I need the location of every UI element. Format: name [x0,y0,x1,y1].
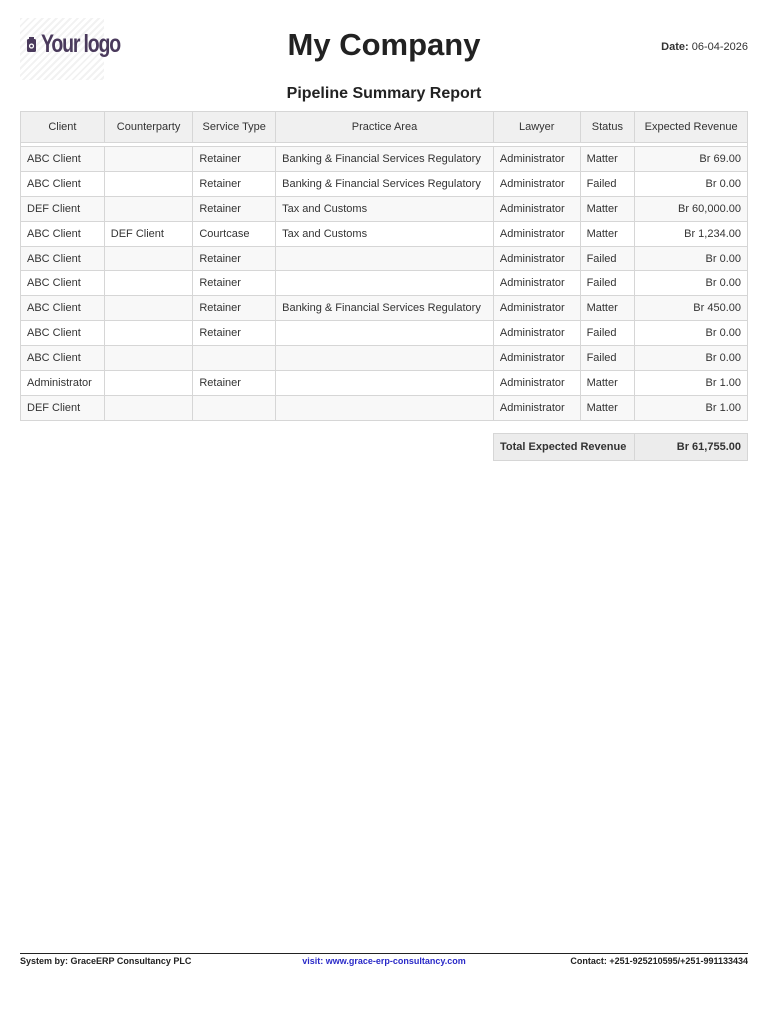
cell-practice-area: Tax and Customs [276,196,494,221]
cell-expected-revenue: Br 1.00 [635,395,748,420]
cell-lawyer: Administrator [493,321,580,346]
cell-practice-area: Banking & Financial Services Regulatory [276,171,494,196]
table-row [21,196,748,221]
column-header-expected-revenue: Expected Revenue [635,112,748,143]
cell-expected-revenue: Br 0.00 [635,271,748,296]
cell-practice-area [276,371,494,396]
cell-lawyer: Administrator [493,296,580,321]
table-row [21,147,748,172]
cell-service-type: Retainer [193,321,276,346]
cell-client: ABC Client [21,221,105,246]
cell-practice-area [276,346,494,371]
table-row [21,371,748,396]
report-title: Pipeline Summary Report [286,85,482,102]
cell-practice-area [276,271,494,296]
cell-expected-revenue: Br 0.00 [635,246,748,271]
cell-practice-area: Banking & Financial Services Regulatory [276,296,494,321]
table-header-row [21,112,748,143]
cell-lawyer: Administrator [493,246,580,271]
cell-expected-revenue: Br 60,000.00 [635,196,748,221]
cell-status: Matter [580,196,635,221]
cell-client: ABC Client [21,296,105,321]
cell-expected-revenue: Br 450.00 [635,296,748,321]
column-header-status: Status [580,112,635,143]
total-expected-revenue-value: Br 61,755.00 [635,434,748,461]
cell-lawyer: Administrator [493,196,580,221]
date-value: 06-04-2026 [691,41,748,53]
cell-expected-revenue: Br 0.00 [635,171,748,196]
cell-lawyer: Administrator [493,371,580,396]
table-row [21,271,748,296]
cell-counterparty [104,271,193,296]
table-row [21,171,748,196]
cell-practice-area: Tax and Customs [276,221,494,246]
cell-counterparty [104,321,193,346]
cell-lawyer: Administrator [493,346,580,371]
cell-client: ABC Client [21,321,105,346]
cell-service-type: Retainer [193,171,276,196]
table-row [21,246,748,271]
cell-expected-revenue: Br 69.00 [635,147,748,172]
cell-status: Failed [580,171,635,196]
cell-client: ABC Client [21,147,105,172]
report-date [661,41,748,53]
cell-practice-area [276,246,494,271]
logo-text: Your logo [41,30,121,58]
cell-practice-area [276,321,494,346]
footer-divider [20,953,748,954]
cell-status: Failed [580,271,635,296]
cell-service-type: Retainer [193,246,276,271]
cell-lawyer: Administrator [493,171,580,196]
column-header-client: Client [21,112,105,143]
footer-website-link[interactable]: visit: www.grace-erp-consultancy.com [302,956,466,966]
cell-client: ABC Client [21,246,105,271]
cell-counterparty [104,147,193,172]
cell-status: Matter [580,221,635,246]
total-expected-revenue-label: Total Expected Revenue [494,434,635,461]
cell-counterparty [104,346,193,371]
cell-service-type [193,395,276,420]
cell-service-type: Retainer [193,271,276,296]
cell-service-type: Retainer [193,196,276,221]
cell-status: Failed [580,246,635,271]
cell-client: DEF Client [21,196,105,221]
cell-service-type: Retainer [193,296,276,321]
cell-client: ABC Client [21,271,105,296]
cell-client: ABC Client [21,346,105,371]
cell-expected-revenue: Br 0.00 [635,346,748,371]
cell-lawyer: Administrator [493,221,580,246]
cell-client: ABC Client [21,171,105,196]
table-row [21,321,748,346]
totals-table [493,433,748,461]
cell-lawyer: Administrator [493,271,580,296]
cell-status: Matter [580,147,635,172]
cell-status: Matter [580,371,635,396]
column-header-service-type: Service Type [193,112,276,143]
totals-row [494,434,748,461]
cell-service-type: Retainer [193,147,276,172]
pipeline-table [20,111,748,421]
cell-practice-area: Banking & Financial Services Regulatory [276,147,494,172]
table-row [21,395,748,420]
cell-status: Matter [580,296,635,321]
column-header-lawyer: Lawyer [493,112,580,143]
cell-counterparty [104,196,193,221]
footer-contact: Contact: +251-925210595/+251-991133434 [570,956,748,966]
date-label: Date: [661,41,689,53]
cell-counterparty [104,395,193,420]
table-row [21,221,748,246]
cell-service-type: Retainer [193,371,276,396]
cell-practice-area [276,395,494,420]
column-header-counterparty: Counterparty [104,112,193,143]
cell-counterparty [104,296,193,321]
cell-status: Matter [580,395,635,420]
footer-system-by: System by: GraceERP Consultancy PLC [20,956,192,966]
cell-client: Administrator [21,371,105,396]
cell-lawyer: Administrator [493,395,580,420]
cell-lawyer: Administrator [493,147,580,172]
cell-expected-revenue: Br 1,234.00 [635,221,748,246]
cell-counterparty [104,171,193,196]
cell-service-type: Courtcase [193,221,276,246]
cell-expected-revenue: Br 1.00 [635,371,748,396]
cell-counterparty: DEF Client [104,221,193,246]
cell-expected-revenue: Br 0.00 [635,321,748,346]
company-name: My Company [287,27,481,62]
cell-status: Failed [580,321,635,346]
cell-counterparty [104,371,193,396]
cell-status: Failed [580,346,635,371]
cell-client: DEF Client [21,395,105,420]
table-row [21,296,748,321]
cell-counterparty [104,246,193,271]
column-header-practice-area: Practice Area [276,112,494,143]
table-row [21,346,748,371]
cell-service-type [193,346,276,371]
